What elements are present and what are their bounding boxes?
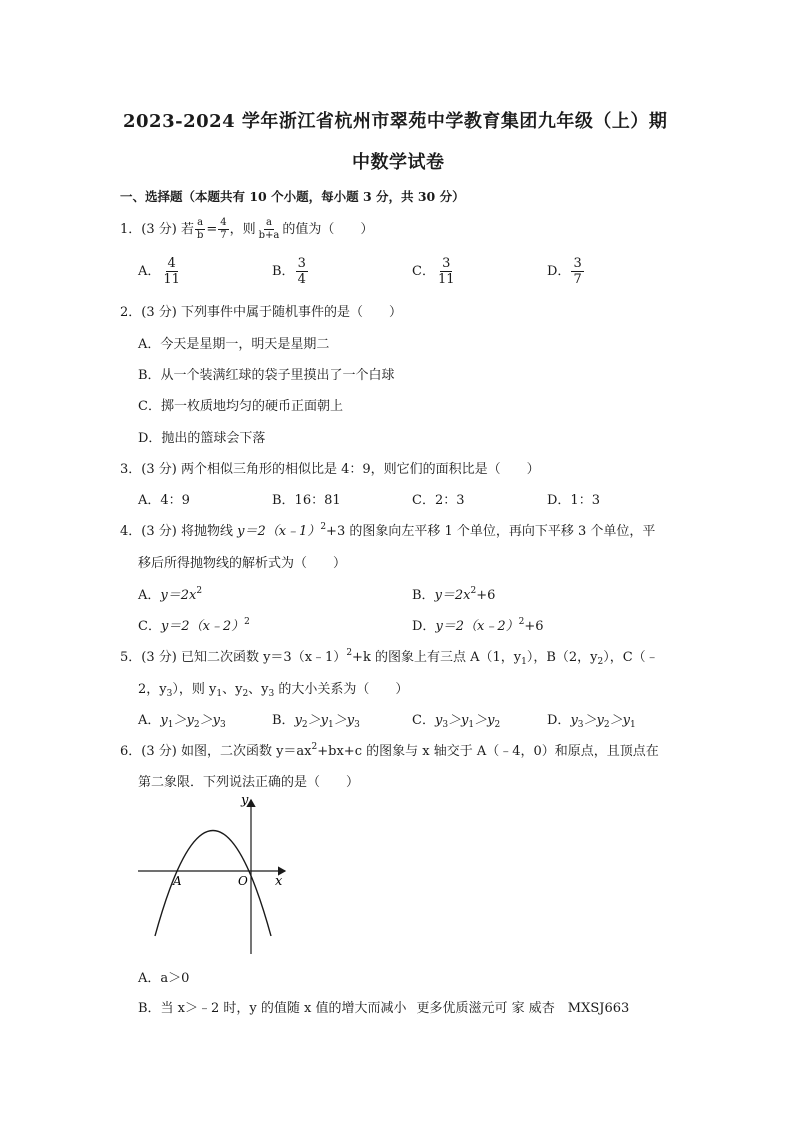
q5-option-c: C．$y_3>y_1>y_2$ bbox=[412, 713, 501, 730]
origin-label: O bbox=[238, 874, 248, 888]
y-axis-label: y bbox=[241, 793, 249, 808]
q4-option-c: C．y＝2（x﹣2）$^2$ bbox=[138, 617, 250, 634]
question-1: 1．(3 分) 若 $\frac{a}{b}$ = $\frac{4}{7}$ ，则 $\frac{a}{b+a}$ 的值为（ ） bbox=[120, 217, 374, 241]
q5-option-a: A．$y_1>y_2>y_3$ bbox=[138, 713, 226, 730]
question-2: 2．(3 分) 下列事件中属于随机事件的是（ ） bbox=[120, 305, 402, 320]
x-axis-label: x bbox=[275, 874, 283, 889]
q2-option-b: B．从一个装满红球的袋子里摸出了一个白球 bbox=[138, 368, 395, 383]
page-title-line2: 中数学试卷 bbox=[352, 152, 445, 173]
q2-option-d: D．抛出的篮球会下落 bbox=[138, 431, 266, 446]
q1-prefix: 1．(3 分) 若 bbox=[120, 222, 194, 237]
question-6-line2: 第二象限．下列说法正确的是（ ） bbox=[138, 775, 360, 790]
question-4: 4．(3 分) 将抛物线 y＝2（x﹣1）$^2$+3 的图象向左平移 1 个单位，再向下平移 3 个单位，平 bbox=[120, 522, 656, 539]
q1-option-b: B． $\frac{3}{4}$ bbox=[272, 256, 306, 287]
q4-option-a: A．$y=2x^2$ bbox=[138, 586, 203, 603]
q6-option-a: A．a＞0 bbox=[138, 971, 190, 986]
question-5: 5．(3 分) 已知二次函数 y＝3（x﹣1）$^2$+k 的图象上有三点 A（1，$y_1$），B（2，$y_2$），C（﹣ bbox=[120, 648, 659, 667]
q1-value-fraction: $\frac{4}{7}$ bbox=[220, 217, 227, 241]
parabola-figure bbox=[135, 790, 295, 960]
question-6: 6．(3 分) 如图，二次函数 $y=ax^2+bx+c$ 的图象与 x 轴交于 A（﹣4，0）和原点，且顶点在 bbox=[120, 742, 659, 759]
q1-option-d: D． $\frac{3}{7}$ bbox=[547, 256, 582, 287]
page-title: 2023-2024 学年浙江省杭州市翠苑中学教育集团九年级（上）期 bbox=[123, 111, 668, 132]
point-a-label: A bbox=[173, 874, 182, 888]
q6-option-b: B．当 x＞﹣2 时，y 的值随 x 值的增大而减小 更多优质滋元可 家 威杏 MXSJ663 bbox=[138, 1001, 630, 1016]
question-4-line2: 移后所得抛物线的解析式为（ ） bbox=[138, 556, 347, 571]
q1-option-c: C． $\frac{3}{11}$ bbox=[412, 256, 455, 287]
q1-option-a: A． $\frac{4}{11}$ bbox=[138, 256, 180, 287]
q5-option-b: B．$y_2>y_1>y_3$ bbox=[272, 713, 360, 730]
q4-option-d: D．y＝2（x﹣2）$^2$+6 bbox=[412, 617, 544, 634]
question-3: 3．(3 分) 两个相似三角形的相似比是 4：9，则它们的面积比是（ ） bbox=[120, 462, 540, 477]
q1-given-fraction: $\frac{a}{b}$ bbox=[196, 217, 204, 241]
q3-option-b: B．16：81 bbox=[272, 493, 341, 508]
q3-option-c: C．2：3 bbox=[412, 493, 465, 508]
q2-option-c: C．掷一枚质地均匀的硬币正面朝上 bbox=[138, 399, 343, 414]
q4-option-b: B．$y=2x^2+6$ bbox=[412, 586, 496, 603]
question-5-line2: 2，$y_3$），则 $y_1$、$y_2$、$y_3$ 的大小关系为（ ） bbox=[138, 682, 409, 699]
q1-ask-fraction: $\frac{a}{b+a}$ bbox=[258, 217, 280, 241]
q3-option-a: A．4：9 bbox=[138, 493, 190, 508]
watermark-text: 更多优质滋元可 家 威杏 MXSJ663 bbox=[416, 1001, 630, 1016]
q2-option-a: A．今天是星期一，明天是星期二 bbox=[138, 337, 330, 352]
q3-option-d: D．1：3 bbox=[547, 493, 600, 508]
section-header: 一、选择题（本题共有 10 个小题，每小题 3 分，共 30 分） bbox=[120, 189, 465, 204]
q5-option-d: D．$y_3>y_2>y_1$ bbox=[547, 713, 636, 730]
